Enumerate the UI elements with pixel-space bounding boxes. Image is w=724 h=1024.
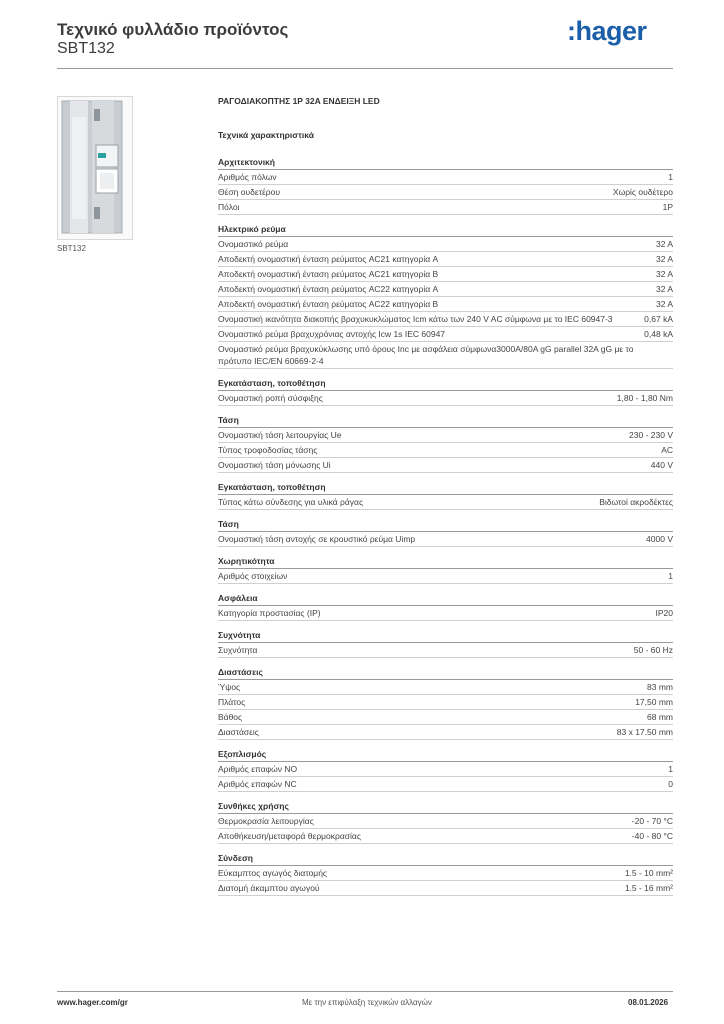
spec-row [218, 391, 673, 406]
specs-table [218, 156, 673, 904]
spec-value: 230 - 230 V [629, 430, 673, 440]
spec-row [218, 643, 673, 658]
spec-label: Τύπος κάτω σύνδεσης για υλικά ράγας [218, 497, 364, 507]
spec-label: Αριθμός επαφών NO [218, 764, 298, 774]
hager-logo[interactable] [567, 16, 647, 47]
spec-value: -40 - 80 °C [631, 831, 673, 841]
spec-value: 68 mm [647, 712, 673, 722]
spec-row [218, 881, 673, 896]
footer-divider [57, 991, 673, 992]
spec-label: Αποδεκτή ονομαστική ένταση ρεύματος AC21 κατηγορία A [218, 254, 439, 264]
spec-row [218, 170, 673, 185]
spec-group [218, 629, 673, 658]
spec-group-title: Ασφάλεια [218, 592, 673, 606]
spec-value: 32 A [655, 284, 673, 294]
spec-row [218, 237, 673, 252]
spec-label: Ονομαστική ροπή σύσφιξης [218, 393, 323, 403]
spec-group-title: Εγκατάσταση, τοποθέτηση [218, 377, 673, 391]
spec-value: 0,48 kA [644, 329, 673, 339]
spec-row [218, 532, 673, 547]
spec-group-title: Συχνότητα [218, 629, 673, 643]
spec-label: Ονομαστική ικανότητα διακοπής βραχυκυκλώματος Icm κάτω των 240 V AC σύμφωνα με το IEC 60947-3 [218, 314, 613, 324]
spec-label: Ονομαστική τάση μόνωσης Ui [218, 460, 331, 470]
spec-value: 32 A [655, 254, 673, 264]
spec-label: Θέση ουδετέρου [218, 187, 280, 197]
spec-group [218, 518, 673, 547]
spec-label: Αποδεκτή ονομαστική ένταση ρεύματος AC22 κατηγορία A [218, 284, 439, 294]
footer-website-link[interactable]: www.hager.com/gr [57, 998, 128, 1007]
spec-label: Ονομαστική τάση λειτουργίας Ue [218, 430, 342, 440]
spec-group-title: Σύνδεση [218, 852, 673, 866]
spec-row [218, 458, 673, 473]
spec-group-title: Εξοπλισμός [218, 748, 673, 762]
spec-row [218, 814, 673, 829]
spec-group-title: Χωρητικότητα [218, 555, 673, 569]
spec-label: Διατομή άκαμπτου αγωγού [218, 883, 320, 893]
spec-row [218, 443, 673, 458]
spec-group [218, 156, 673, 215]
spec-group-title: Εγκατάσταση, τοποθέτηση [218, 481, 673, 495]
page-title: Τεχνικό φυλλάδιο προϊόντος [57, 20, 289, 39]
spec-value: 1.5 - 16 mm² [624, 883, 673, 893]
spec-label: Αριθμός επαφών NC [218, 779, 297, 789]
spec-value: -20 - 70 °C [631, 816, 673, 826]
spec-group [218, 852, 673, 896]
spec-label: Πλάτος [218, 697, 246, 707]
spec-label: Ονομαστικό ρεύμα [218, 239, 289, 249]
spec-label: Διαστάσεις [218, 727, 259, 737]
spec-row [218, 495, 673, 510]
spec-row [218, 569, 673, 584]
spec-group-title: Αρχιτεκτονική [218, 156, 673, 170]
product-title: ΡΑΓΟΔΙΑΚΟΠΤΗΣ 1P 32A ΕΝΔΕΙΞΗ LED [218, 96, 380, 106]
spec-value: 32 A [655, 239, 673, 249]
spec-row [218, 342, 673, 369]
spec-row [218, 297, 673, 312]
spec-row [218, 428, 673, 443]
spec-row [218, 200, 673, 215]
spec-group [218, 748, 673, 792]
spec-row [218, 267, 673, 282]
image-caption: SBT132 [57, 244, 86, 253]
logo-text: hager [575, 16, 647, 46]
spec-label: Θερμοκρασία λειτουργίας [218, 816, 314, 826]
spec-row [218, 680, 673, 695]
spec-label: Ύψος [218, 682, 241, 692]
spec-value: 1 [668, 172, 673, 182]
spec-group [218, 800, 673, 844]
spec-label: Πόλοι [218, 202, 240, 212]
spec-group-title: Ηλεκτρικό ρεύμα [218, 223, 673, 237]
spec-label: Ονομαστική τάση αντοχής σε κρουστικό ρεύμα Uimp [218, 534, 416, 544]
switch-device-illustration [58, 97, 132, 239]
spec-value: Χωρίς ουδέτερο [612, 187, 673, 197]
spec-value: 0 [668, 779, 673, 789]
spec-value: 1 [668, 764, 673, 774]
spec-row [218, 829, 673, 844]
spec-label: Βάθος [218, 712, 243, 722]
logo-prefix: : [567, 16, 576, 46]
spec-row [218, 777, 673, 792]
footer-notice: Με την επιφύλαξη τεχνικών αλλαγών [302, 998, 432, 1007]
spec-group-title: Διαστάσεις [218, 666, 673, 680]
spec-label: Τύπος τροφοδοσίας τάσης [218, 445, 318, 455]
spec-label: Συχνότητα [218, 645, 258, 655]
spec-value: 0,67 kA [644, 314, 673, 324]
spec-group [218, 377, 673, 406]
spec-value: IP20 [655, 608, 673, 618]
spec-label: Αριθμός στοιχείων [218, 571, 288, 581]
spec-value: 4000 V [646, 534, 673, 544]
spec-group [218, 592, 673, 621]
spec-label: Αριθμός πόλων [218, 172, 277, 182]
spec-value: 440 V [650, 460, 673, 470]
spec-group [218, 666, 673, 740]
spec-value: 32 A [655, 299, 673, 309]
spec-row [218, 710, 673, 725]
spec-value: 50 - 60 Hz [633, 645, 673, 655]
spec-value: 1P [662, 202, 673, 212]
spec-value: 32 A [655, 269, 673, 279]
spec-value: 1 [668, 571, 673, 581]
spec-label: Αποδεκτή ονομαστική ένταση ρεύματος AC22 κατηγορία B [218, 299, 439, 309]
spec-label: Εύκαμπτος αγωγός διατομής [218, 868, 328, 878]
spec-group-title: Τάση [218, 518, 673, 532]
spec-label: Ονομαστικό ρεύμα βραχυχρόνιας αντοχής Icw 1s IEC 60947 [218, 329, 446, 339]
product-code: SBT132 [57, 40, 115, 57]
section-title: Τεχνικά χαρακτηριστικά [218, 130, 314, 140]
spec-value: 83 mm [647, 682, 673, 692]
spec-value: 83 x 17.50 mm [616, 727, 673, 737]
spec-value: AC [661, 445, 673, 455]
spec-row [218, 312, 673, 327]
spec-label: Ονομαστικό ρεύμα βραχυκύκλωσης υπό όρους Inc με ασφάλεια σύμφωνα3000A/80A gG parallel 32A gG με το πρότυπο IEC/EN 60669-2-4 [218, 344, 634, 366]
spec-row [218, 185, 673, 200]
spec-label: Αποδεκτή ονομαστική ένταση ρεύματος AC21 κατηγορία B [218, 269, 439, 279]
footer-date: 08.01.2026 [628, 998, 669, 1007]
spec-row [218, 327, 673, 342]
spec-label: Κατηγορία προστασίας (IP) [218, 608, 321, 618]
spec-value: 1.5 - 10 mm² [624, 868, 673, 878]
spec-group [218, 555, 673, 584]
spec-group [218, 481, 673, 510]
spec-row [218, 762, 673, 777]
spec-row [218, 252, 673, 267]
spec-row [218, 695, 673, 710]
spec-group-title: Συνθήκες χρήσης [218, 800, 673, 814]
product-image [57, 96, 133, 240]
spec-value: Βιδωτοί ακροδέκτες [599, 497, 673, 507]
header-divider [57, 68, 673, 69]
spec-group-title: Τάση [218, 414, 673, 428]
spec-row [218, 282, 673, 297]
spec-row [218, 606, 673, 621]
spec-row [218, 725, 673, 740]
spec-group [218, 223, 673, 369]
spec-row [218, 866, 673, 881]
spec-value: 17,50 mm [635, 697, 673, 707]
spec-label: Αποθήκευση/μεταφορά θερμοκρασίας [218, 831, 361, 841]
spec-value: 1,80 - 1,80 Nm [616, 393, 673, 403]
spec-group [218, 414, 673, 473]
